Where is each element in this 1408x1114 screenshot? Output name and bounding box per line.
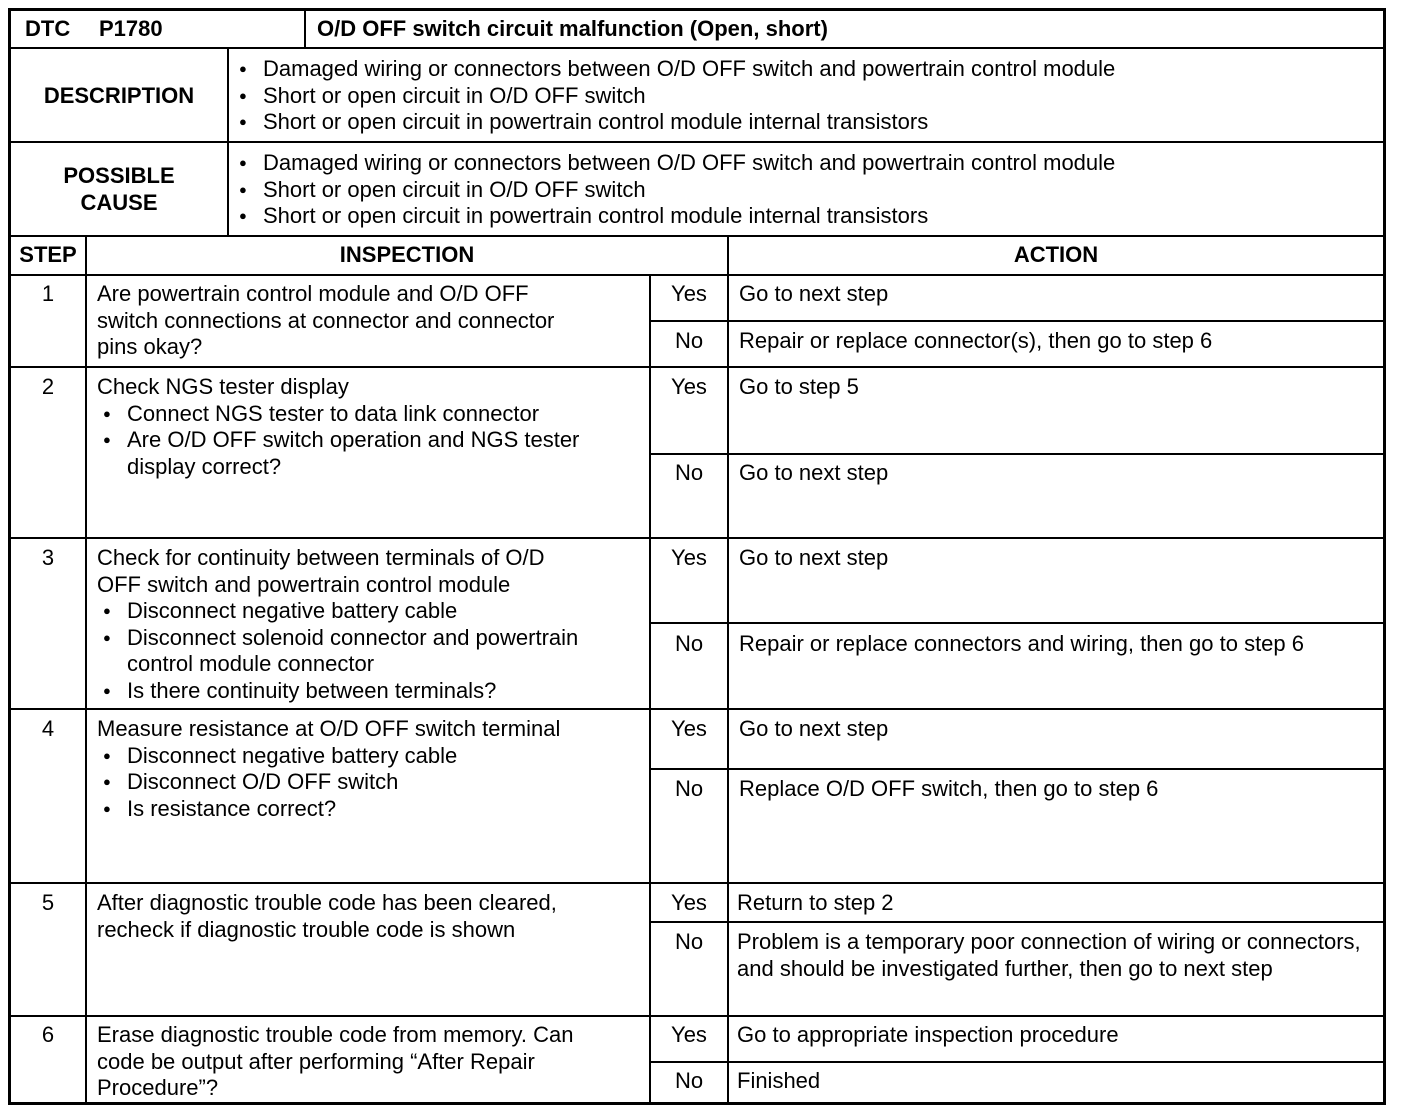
- list-item: ● Is resistance correct?: [97, 796, 645, 823]
- list-item: ● Short or open circuit in powertrain control module internal transistors: [233, 203, 1115, 230]
- column-header-action: ACTION: [1013, 242, 1099, 267]
- step-number: 5: [41, 890, 55, 915]
- list-item: ● Are O/D OFF switch operation and NGS tester display correct?: [97, 427, 645, 480]
- no-label: No: [674, 776, 704, 801]
- dtc-code: P1780: [99, 16, 163, 41]
- no-action: Problem is a temporary poor connection of wiring or connectors, and should be investigated further, then go to next step: [737, 929, 1361, 981]
- step-inspection: Measure resistance at O/D OFF switch terminal ● Disconnect negative battery cable ● Disconnect O/D OFF switch ● Is resistance correct?: [97, 716, 645, 822]
- divider: [11, 47, 1383, 49]
- no-action: Repair or replace connector(s), then go to step 6: [739, 328, 1213, 353]
- step-number: 3: [41, 545, 55, 570]
- no-label: No: [674, 1068, 704, 1093]
- no-action: Replace O/D OFF switch, then go to step 6: [739, 776, 1159, 801]
- no-action: Finished: [737, 1068, 821, 1093]
- description-label: DESCRIPTION: [43, 83, 195, 108]
- step-inspection: Check for continuity between terminals of O/D OFF switch and powertrain control module ● Disconnect negative battery cable ● Disconnect solenoid connector and powertrain control module connector ● Is there continuity between terminals?: [97, 545, 645, 704]
- divider: [11, 274, 1383, 276]
- yes-action: Return to step 2: [737, 890, 894, 915]
- step-number: 6: [41, 1022, 55, 1047]
- step-inspection: Check NGS tester display ● Connect NGS tester to data link connector ● Are O/D OFF switch operation and NGS tester display correct?: [97, 374, 645, 480]
- divider: [11, 708, 1383, 710]
- divider: [649, 768, 1383, 770]
- list-item: ● Disconnect negative battery cable: [97, 598, 645, 625]
- step-inspection: After diagnostic trouble code has been cleared, recheck if diagnostic trouble code is shown: [97, 890, 557, 942]
- yes-label: Yes: [671, 890, 707, 915]
- dtc-sheet: [8, 8, 1386, 1105]
- yes-action: Go to next step: [739, 281, 889, 306]
- yes-label: Yes: [671, 545, 707, 570]
- dtc-label: DTC: [25, 16, 71, 41]
- yes-action: Go to appropriate inspection procedure: [737, 1022, 1119, 1047]
- yes-label: Yes: [671, 281, 707, 306]
- divider: [649, 921, 1383, 923]
- page-title: O/D OFF switch circuit malfunction (Open, short): [317, 16, 828, 41]
- no-label: No: [674, 460, 704, 485]
- list-item: ● Disconnect solenoid connector and powertrain control module connector: [97, 625, 645, 678]
- column-header-step: STEP: [19, 242, 77, 267]
- no-action: Repair or replace connectors and wiring, then go to step 6: [739, 631, 1304, 656]
- yes-label: Yes: [671, 716, 707, 741]
- yes-action: Go to next step: [739, 716, 889, 741]
- yes-label: Yes: [671, 374, 707, 399]
- no-label: No: [674, 929, 704, 954]
- list-item: ● Connect NGS tester to data link connector: [97, 401, 645, 428]
- no-label: No: [674, 631, 704, 656]
- possible-cause-list: [233, 150, 1115, 230]
- header-divider: [304, 11, 306, 47]
- step-inspection: Erase diagnostic trouble code from memory. Can code be output after performing “After Repair Procedure”?: [97, 1022, 574, 1100]
- yes-action: Go to next step: [739, 545, 889, 570]
- list-item: ● Damaged wiring or connectors between O/D OFF switch and powertrain control module: [233, 56, 1115, 83]
- divider: [649, 1061, 1383, 1063]
- possible-cause-label: POSSIBLE CAUSE: [63, 163, 175, 215]
- list-item: ● Disconnect negative battery cable: [97, 743, 645, 770]
- no-action: Go to next step: [739, 460, 889, 485]
- divider: [11, 1015, 1383, 1017]
- divider: [649, 453, 1383, 455]
- divider: [11, 882, 1383, 884]
- no-label: No: [674, 328, 704, 353]
- list-item: ● Damaged wiring or connectors between O/D OFF switch and powertrain control module: [233, 150, 1115, 177]
- divider: [11, 537, 1383, 539]
- divider: [649, 622, 1383, 624]
- yes-label: Yes: [671, 1022, 707, 1047]
- step-number: 1: [41, 281, 55, 306]
- divider: [11, 235, 1383, 237]
- divider: [11, 366, 1383, 368]
- list-item: ● Short or open circuit in O/D OFF switch: [233, 177, 1115, 204]
- description-list: [233, 56, 1115, 136]
- step-bullets: [97, 401, 645, 481]
- divider: [11, 141, 1383, 143]
- step-inspection: Are powertrain control module and O/D OFF switch connections at connector and connector pins okay?: [97, 281, 555, 359]
- list-item: ● Short or open circuit in powertrain control module internal transistors: [233, 109, 1115, 136]
- list-item: ● Short or open circuit in O/D OFF switch: [233, 83, 1115, 110]
- yes-action: Go to step 5: [739, 374, 859, 399]
- step-number: 2: [41, 374, 55, 399]
- divider: [649, 320, 1383, 322]
- column-header-inspection: INSPECTION: [339, 242, 475, 267]
- list-item: ● Disconnect O/D OFF switch: [97, 769, 645, 796]
- step-bullets: [97, 598, 645, 704]
- list-item: ● Is there continuity between terminals?: [97, 678, 645, 705]
- step-number: 4: [41, 716, 55, 741]
- step-bullets: [97, 743, 645, 823]
